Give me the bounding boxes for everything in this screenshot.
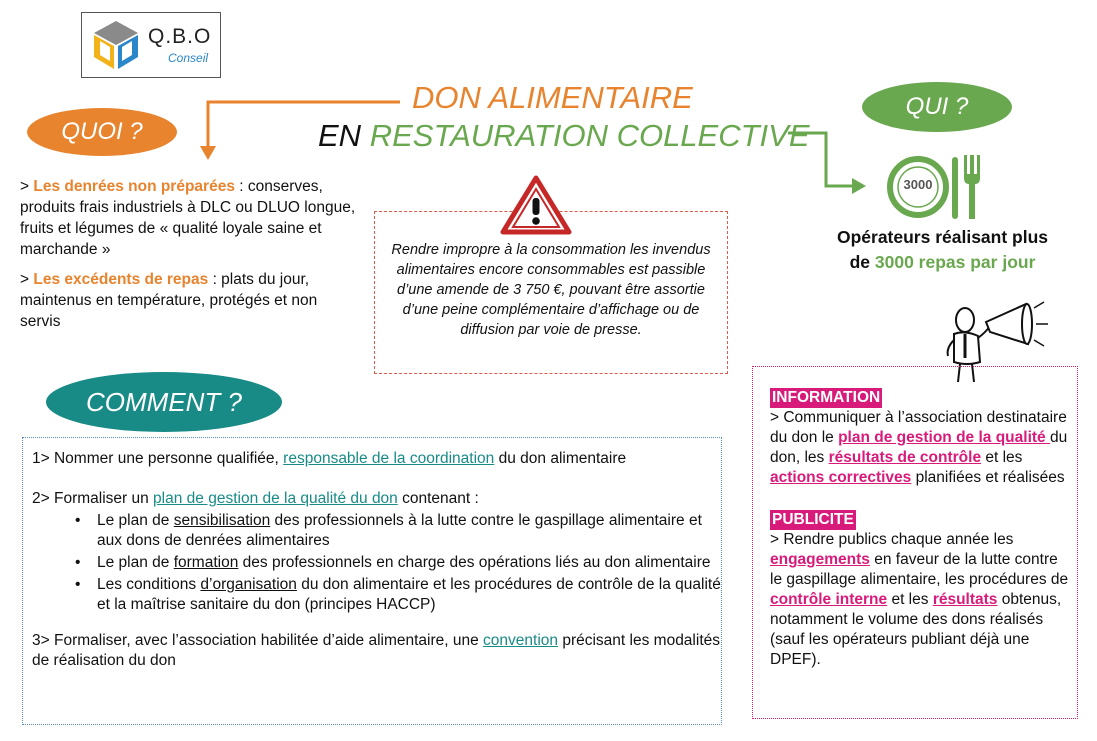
quoi-item — [20, 176, 360, 260]
step-text: 2> Formaliser un — [32, 490, 154, 507]
information-tag: INFORMATION — [772, 389, 881, 406]
info-text: du don, les — [770, 429, 1068, 466]
publicite-tag: PUBLICITE — [772, 511, 854, 528]
qui-line2-prefix: de — [849, 252, 875, 272]
quoi-item-text: : conserves, produits frais industriels à DLC ou DLUO longue, fruits et légumes de « qualité loyale saine et marchande » — [20, 178, 356, 258]
quoi-highlight: Les excédents de repas — [33, 271, 209, 288]
bullet-keyword: formation — [173, 554, 239, 571]
qui-description — [805, 225, 1080, 275]
comment-step-2 — [32, 489, 722, 615]
info-highlight: engagements — [770, 551, 870, 568]
plate-number: 3000 — [903, 177, 933, 192]
bullet-item — [97, 511, 722, 551]
quoi-highlight: Les denrées non préparées — [33, 178, 235, 195]
warning-text: Rendre impropre à la consommation les invendus alimentaires encore consommables est passible d’une amende de 3 750 €, pouvant être assortie d’une peine complémentaire d’affichage ou de diffusion par voie de presse. — [391, 242, 711, 338]
comment-content — [32, 449, 722, 691]
qui-line1: Opérateurs réalisant plus — [836, 227, 1049, 247]
step-text: 1> Nommer une personne qualifiée, — [32, 450, 284, 467]
step-text: précisant les modalités de réalisation du don — [32, 632, 720, 669]
quoi-content — [20, 176, 360, 341]
bullet-item — [97, 553, 722, 573]
info-highlight: résultats — [932, 591, 998, 608]
title-line1: DON ALIMENTAIRE — [412, 80, 693, 115]
quoi-item-text: : plats du jour, maintenus en température, protégés et non servis — [20, 271, 318, 330]
logo-name: Q.B.O — [148, 25, 212, 48]
qui-highlight: 3000 repas par jour — [874, 252, 1036, 272]
bullet-text: des professionnels en charge des opérations liés au don alimentaire — [238, 554, 711, 571]
publicite-text — [770, 530, 1070, 670]
quoi-bubble: QUOI ? — [27, 108, 177, 156]
info-text: et les — [981, 449, 1023, 466]
info-content — [770, 388, 1070, 686]
info-highlight: résultats de contrôle — [828, 449, 982, 466]
step-text: du don alimentaire — [494, 450, 627, 467]
step-text: contenant : — [397, 490, 479, 507]
step-link: plan de gestion de la qualité du don — [153, 490, 398, 507]
information-text — [770, 408, 1070, 488]
step-link: responsable de la coordination — [283, 450, 495, 467]
info-text: obtenus, notamment le volume des dons réalisés (sauf les opérateurs publiant déjà une DPEF). — [770, 591, 1062, 668]
info-highlight: plan de gestion de la qualité — [838, 429, 1050, 446]
info-text: > Rendre publics chaque année les — [770, 531, 1014, 548]
info-text: planifiées et réalisées — [911, 469, 1065, 486]
warning-icon — [500, 175, 572, 235]
title-prefix: EN — [318, 118, 362, 153]
comment-step-1 — [32, 449, 722, 469]
qui-line2 — [805, 250, 1080, 275]
title-main: RESTAURATION COLLECTIVE — [369, 118, 810, 153]
bullet-text: Le plan de — [97, 554, 174, 571]
comment-step-3 — [32, 631, 722, 671]
quoi-item — [20, 269, 360, 332]
comment-bubble: COMMENT ? — [46, 372, 282, 432]
title-line2 — [318, 118, 810, 154]
step-link: convention — [483, 632, 559, 649]
bullet-text: du don alimentaire et les procédures de contrôle de la qualité et la maîtrise sanitaire du don (principes HACCP) — [97, 576, 721, 613]
bullet-marker: > — [20, 271, 34, 288]
bullet-keyword: sensibilisation — [173, 512, 271, 529]
bullet-marker: > — [20, 178, 34, 195]
bullet-text: Le plan de — [97, 512, 174, 529]
bullet-item — [97, 575, 722, 615]
bullet-keyword: d’organisation — [200, 576, 297, 593]
info-text: > Communiquer à l’association destinataire du don le — [770, 409, 1067, 446]
bullet-text: Les conditions — [97, 576, 201, 593]
bullet-text: des professionnels à la lutte contre le gaspillage alimentaire et aux dons de denrées alimentaires — [97, 512, 702, 549]
qui-bubble: QUI ? — [862, 82, 1012, 132]
info-highlight: actions correctives — [770, 469, 912, 486]
info-text: en faveur de la lutte contre le gaspillage alimentaire, les procédures de — [770, 551, 1069, 588]
info-text: et les — [887, 591, 933, 608]
step-text: 3> Formaliser, avec l’association habilitée d’aide alimentaire, une — [32, 632, 484, 649]
step-2-bullets — [97, 511, 722, 615]
logo-subtitle: Conseil — [168, 51, 209, 65]
info-highlight: contrôle interne — [770, 591, 888, 608]
